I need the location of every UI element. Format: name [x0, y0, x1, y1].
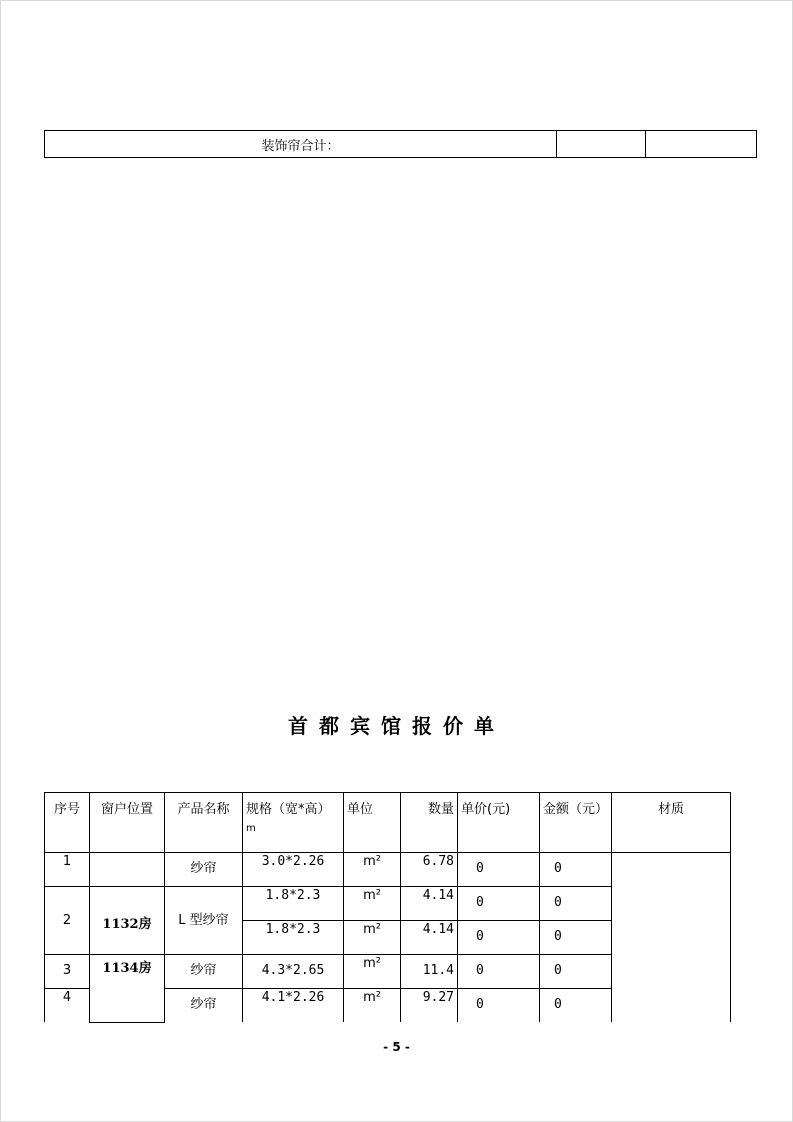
table-row [45, 853, 731, 887]
row-no: 2 [45, 887, 90, 955]
row-unit: m² [344, 921, 401, 955]
row-price: 0 [458, 853, 540, 887]
header-product: 产品名称 [165, 793, 243, 853]
row-price: 0 [458, 955, 540, 989]
header-material: 材质 [612, 793, 731, 853]
row-qty: 11.4 [401, 955, 458, 989]
header-unit: 单位 [344, 793, 401, 853]
summary-qty-cell [557, 131, 646, 158]
row-location: 1132房 [90, 887, 165, 955]
row-qty: 4.14 [401, 921, 458, 955]
row-spec: 1.8*2.3 [243, 887, 344, 921]
row-spec: 4.1*2.26 [243, 989, 344, 1023]
material-cell [612, 853, 731, 1023]
summary-amount-cell [646, 131, 757, 158]
row-spec: 1.8*2.3 [243, 921, 344, 955]
row-no: 4 [45, 989, 90, 1023]
header-location: 窗户位置 [90, 793, 165, 853]
row-price: 0 [458, 989, 540, 1023]
header-spec-unit: m [246, 823, 256, 834]
row-unit: m² [344, 989, 401, 1023]
row-qty: 4.14 [401, 887, 458, 921]
page-number: - 5 - [383, 1040, 410, 1054]
row-product: L 型纱帘 [165, 887, 243, 955]
row-product: 纱帘 [165, 955, 243, 989]
quote-table [44, 792, 731, 1023]
header-amount: 金额（元） [540, 793, 612, 853]
header-qty: 数量 [401, 793, 458, 853]
row-unit: m² [344, 955, 401, 989]
header-no: 序号 [45, 793, 90, 853]
row-spec: 4.3*2.65 [243, 955, 344, 989]
row-price: 0 [458, 887, 540, 921]
row-qty: 6.78 [401, 853, 458, 887]
summary-label: 装饰帘合计： [45, 131, 557, 158]
page-title: 首都宾馆报价单 [288, 714, 505, 738]
row-unit: m² [344, 853, 401, 887]
row-product: 纱帘 [165, 853, 243, 887]
row-spec: 3.0*2.26 [243, 853, 344, 887]
row-amount: 0 [540, 921, 612, 955]
row-amount: 0 [540, 989, 612, 1023]
row-product: 纱帘 [165, 989, 243, 1023]
row-amount: 0 [540, 955, 612, 989]
row-no: 3 [45, 955, 90, 989]
row-location: 1134房 [90, 955, 165, 1023]
header-spec [243, 793, 344, 853]
row-amount: 0 [540, 887, 612, 921]
row-amount: 0 [540, 853, 612, 887]
summary-table [44, 130, 757, 158]
table-header-row [45, 793, 731, 853]
row-no: 1 [45, 853, 90, 887]
row-qty: 9.27 [401, 989, 458, 1023]
header-spec-label: 规格（宽*高） [246, 802, 331, 817]
header-price: 单价(元) [458, 793, 540, 853]
row-unit: m² [344, 887, 401, 921]
row-price: 0 [458, 921, 540, 955]
row-location [90, 853, 165, 887]
